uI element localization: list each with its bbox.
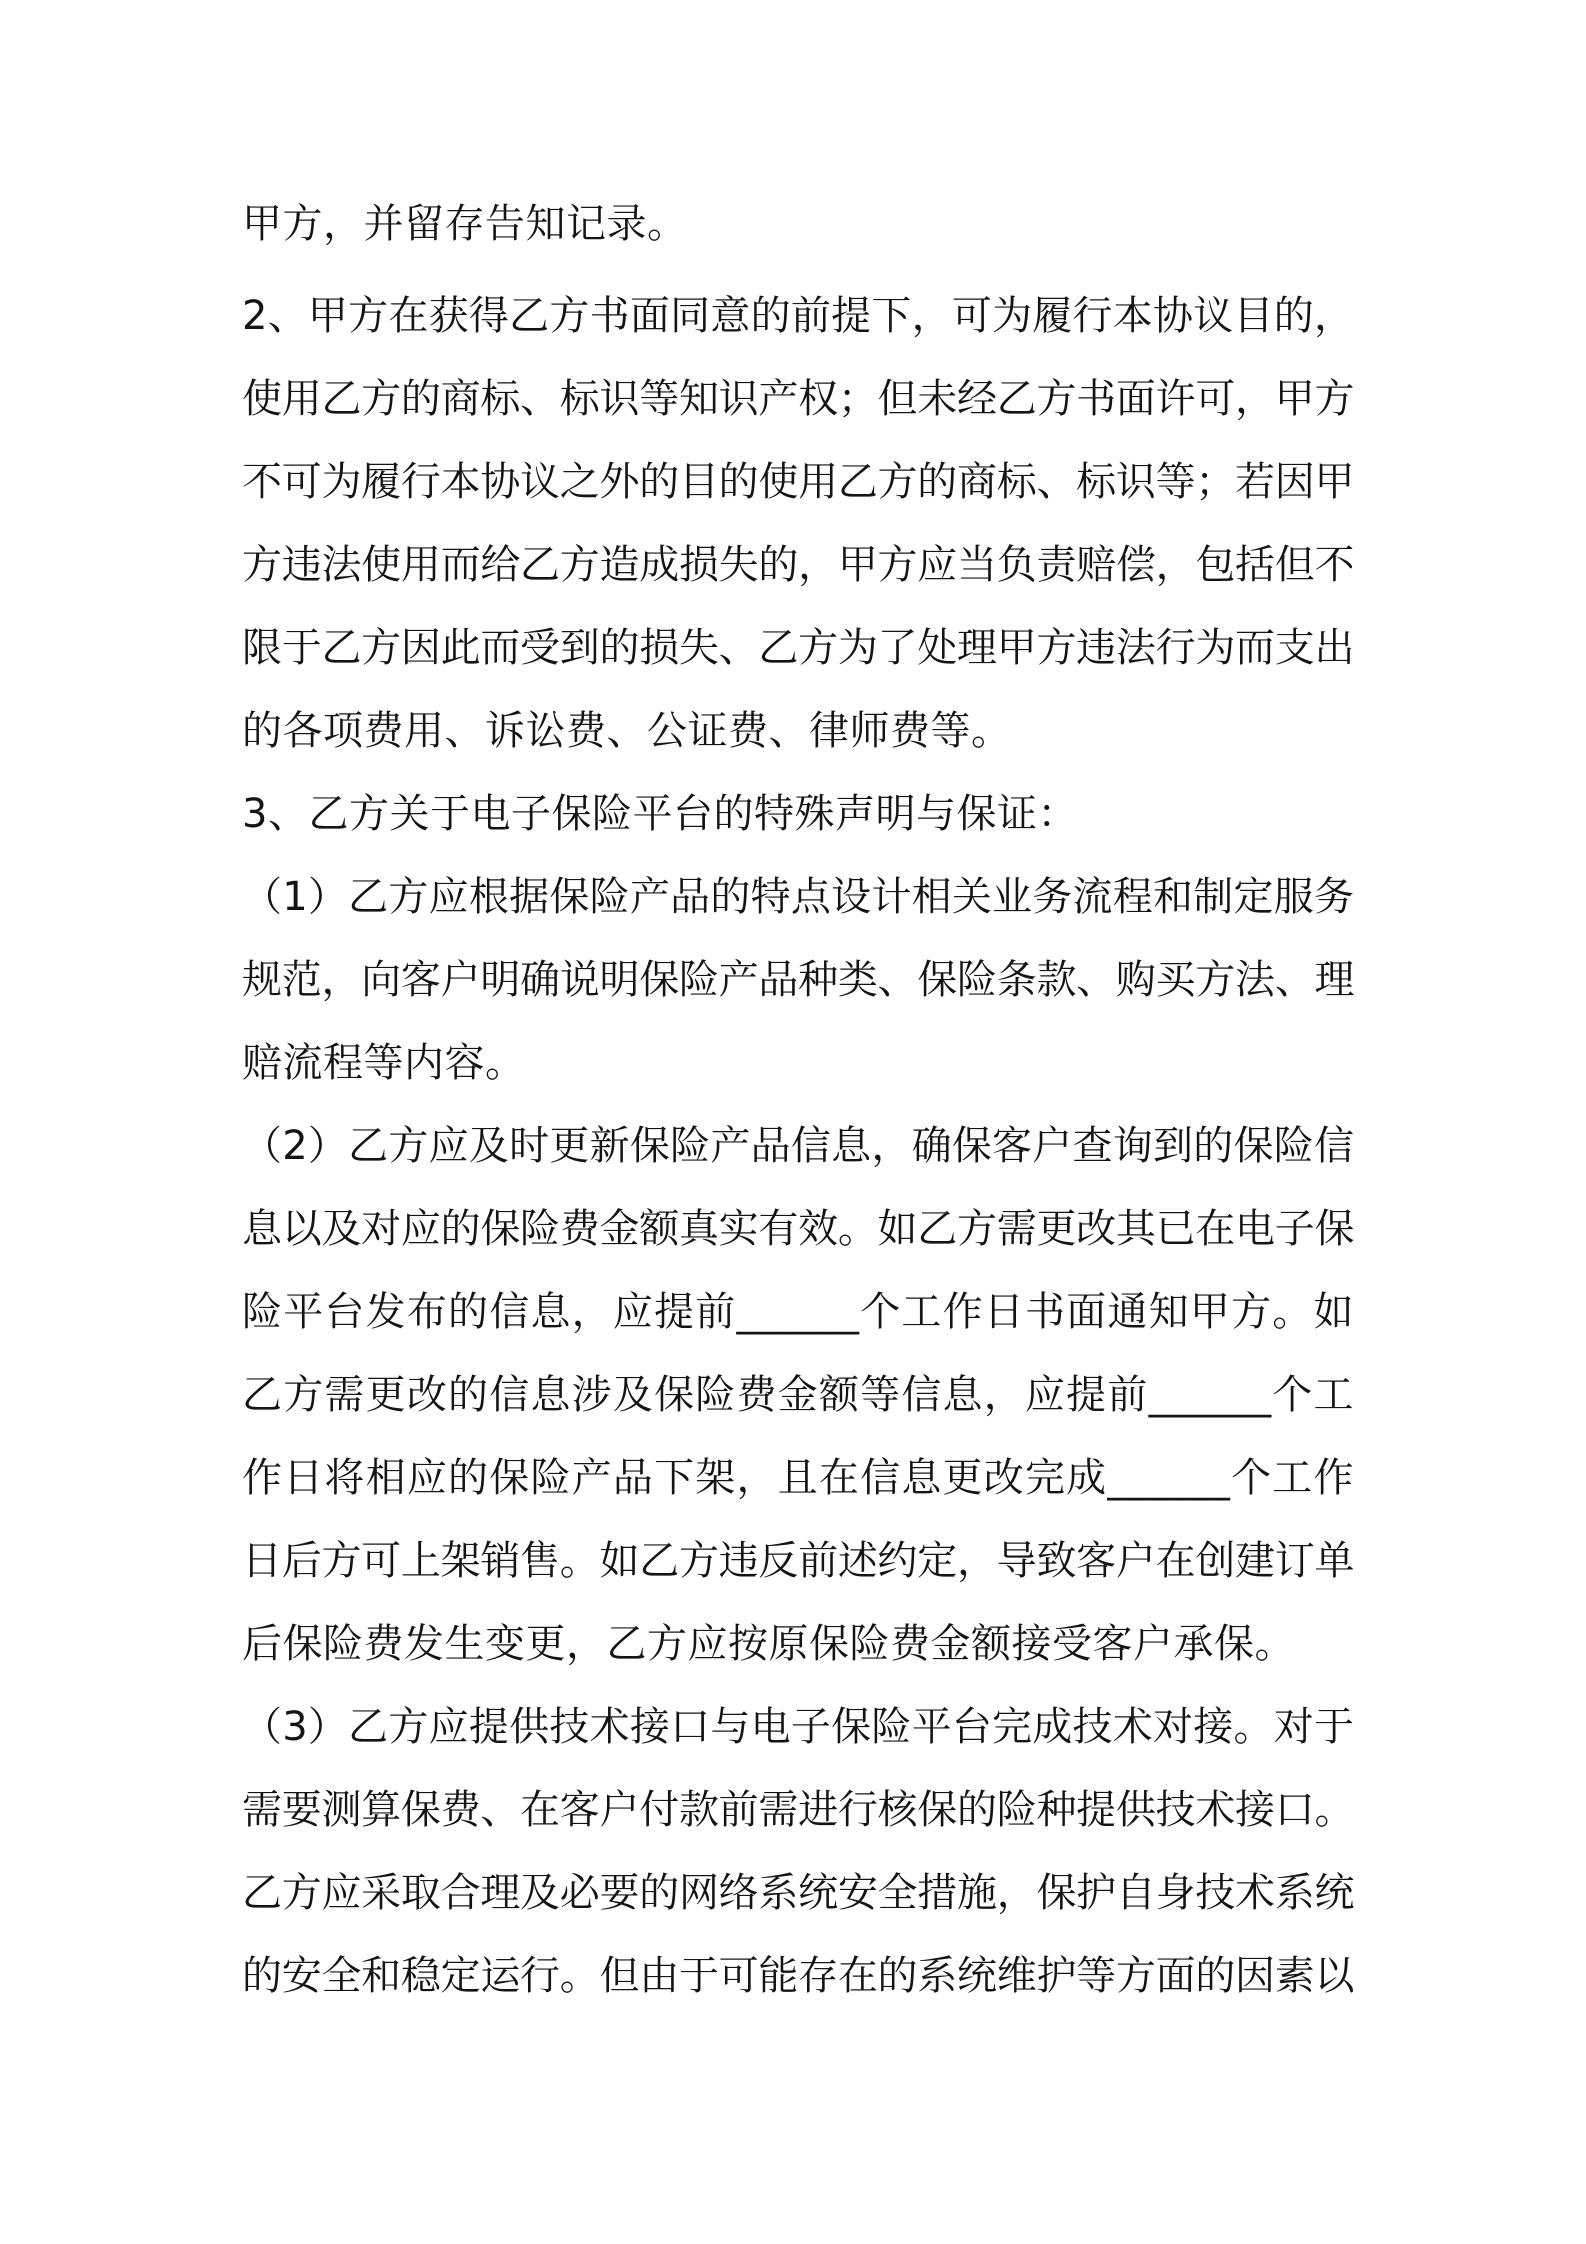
text-line: 需要测算保费、在客户付款前需进行核保的险种提供技术接口。 <box>242 1787 1354 1833</box>
text-line: 息以及对应的保险费金额真实有效。如乙方需更改其已在电子保 <box>242 1206 1354 1252</box>
text-line: 乙方需更改的信息涉及保险费金额等信息，应提前______个工 <box>242 1372 1354 1418</box>
text-line: 限于乙方因此而受到的损失、乙方为了处理甲方违法行为而支出 <box>242 625 1354 671</box>
text-line: 后保险费发生变更，乙方应按原保险费金额接受客户承保。 <box>242 1621 1295 1667</box>
text-line: （1）乙方应根据保险产品的特点设计相关业务流程和制定服务 <box>242 874 1354 920</box>
text-line: 险平台发布的信息，应提前______个工作日书面通知甲方。如 <box>242 1289 1354 1335</box>
text-line: 作日将相应的保险产品下架，且在信息更改完成______个工作 <box>242 1455 1354 1501</box>
text-line: 2、甲方在获得乙方书面同意的前提下，可为履行本协议目的， <box>242 293 1354 339</box>
text-line: （3）乙方应提供技术接口与电子保险平台完成技术对接。对于 <box>242 1704 1354 1750</box>
text-line: 赔流程等内容。 <box>242 1040 526 1086</box>
text-line: 的安全和稳定运行。但由于可能存在的系统维护等方面的因素以 <box>242 1953 1354 1999</box>
text-line: 使用乙方的商标、标识等知识产权；但未经乙方书面许可，甲方 <box>242 376 1354 422</box>
text-line: （2）乙方应及时更新保险产品信息，确保客户查询到的保险信 <box>242 1123 1354 1169</box>
text-line: 规范，向客户明确说明保险产品种类、保险条款、购买方法、理 <box>242 957 1354 1003</box>
text-line: 的各项费用、诉讼费、公证费、律师费等。 <box>242 708 1012 754</box>
text-line: 甲方，并留存告知记录。 <box>242 201 688 247</box>
text-line: 不可为履行本协议之外的目的使用乙方的商标、标识等；若因甲 <box>242 459 1354 505</box>
text-line: 乙方应采取合理及必要的网络系统安全措施，保护自身技术系统 <box>242 1870 1354 1916</box>
text-line: 3、乙方关于电子保险平台的特殊声明与保证： <box>242 791 1078 837</box>
text-line: 方违法使用而给乙方造成损失的，甲方应当负责赔偿，包括但不 <box>242 542 1354 588</box>
text-line: 日后方可上架销售。如乙方违反前述约定，导致客户在创建订单 <box>242 1538 1354 1584</box>
